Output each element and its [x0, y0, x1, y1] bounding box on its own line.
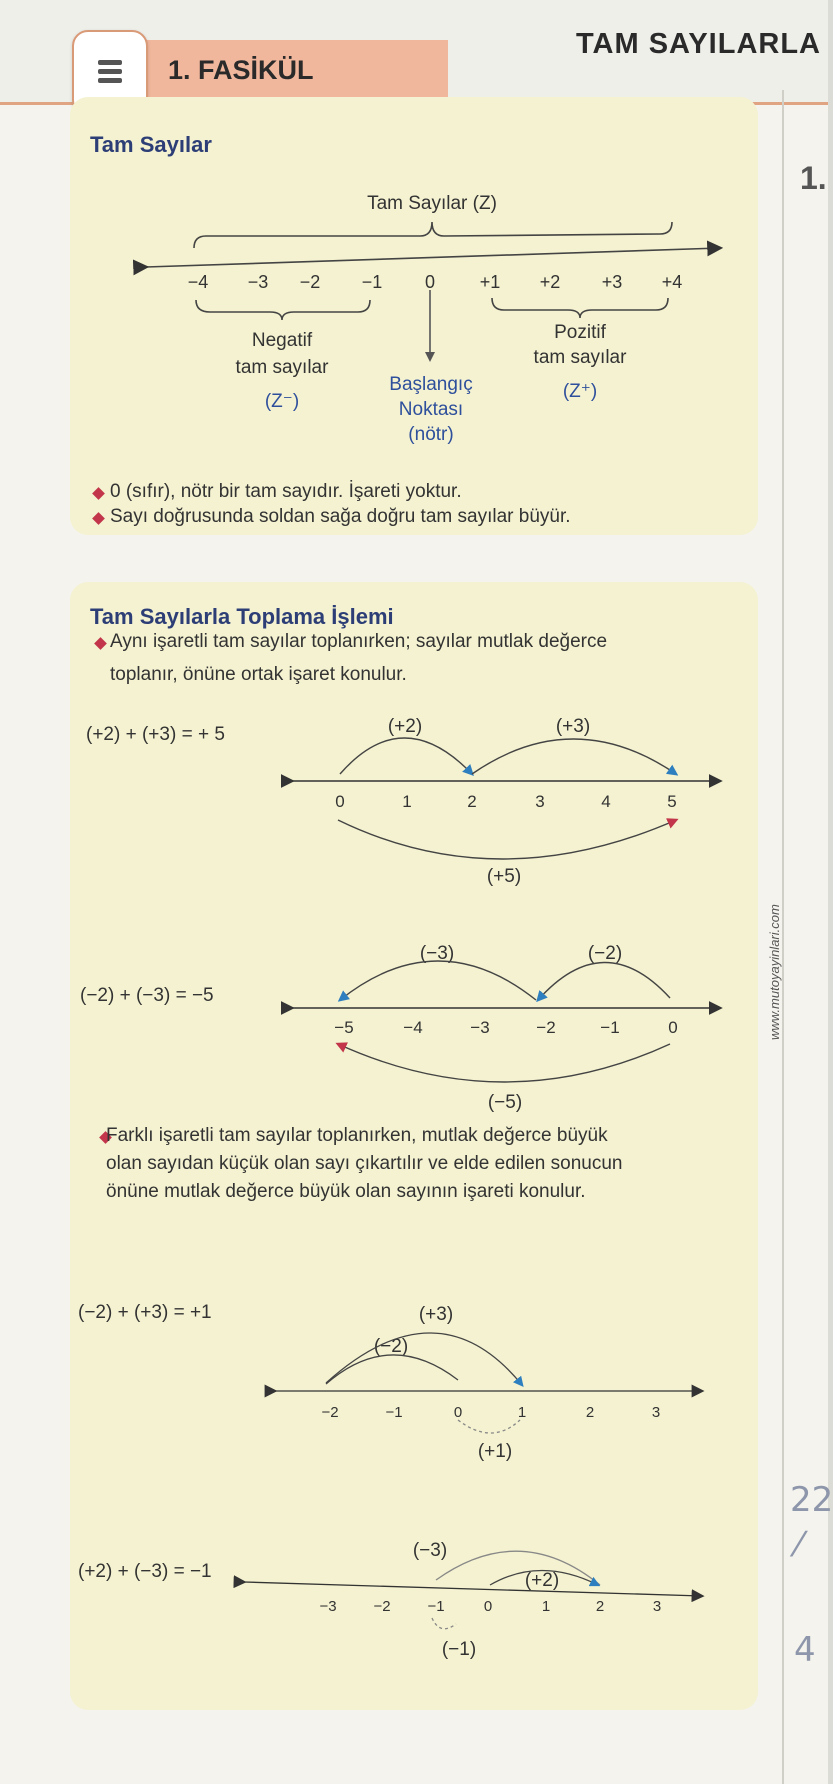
publisher-url: www.mutoyayinlari.com — [767, 904, 782, 1040]
tick-label: 0 — [453, 1404, 463, 1421]
rule2-line1: Farklı işaretli tam sayılar toplanırken, mutlak değerce büyük — [106, 1125, 608, 1146]
bullet-text-2: Sayı doğrusunda soldan sağa doğru tam sayılar büyür. — [110, 506, 571, 527]
negative-label-2: tam sayılar — [235, 357, 329, 378]
negative-symbol: (Z⁻) — [264, 391, 300, 412]
tick-label: 1 — [402, 792, 412, 811]
tick-label: 3 — [651, 1404, 661, 1421]
positive-symbol: (Z⁺) — [562, 381, 598, 402]
tick-label: 1 — [517, 1404, 527, 1421]
tick-label: 0 — [483, 1598, 493, 1615]
tick-label: 1 — [541, 1598, 551, 1615]
tick-label: −1 — [600, 1018, 620, 1037]
tick-label: −3 — [319, 1598, 337, 1615]
tick-label: 2 — [595, 1598, 605, 1615]
rule1-line2: toplanır, önüne ortak işaret konulur. — [110, 664, 407, 685]
tick-label: +1 — [479, 272, 501, 292]
chapter-title: TAM SAYILARLA — [576, 28, 821, 60]
tick-label: +3 — [601, 272, 623, 292]
tick-label: −4 — [187, 272, 209, 292]
origin-label-1: Başlangıç — [389, 374, 473, 395]
tick-label: 5 — [667, 792, 677, 811]
handwriting-mark: 4 — [794, 1630, 816, 1670]
tick-label: −1 — [361, 272, 383, 292]
tick-label: +4 — [661, 272, 683, 292]
tick-label: 2 — [585, 1404, 595, 1421]
tick-label: −3 — [247, 272, 269, 292]
tick-label: −2 — [299, 272, 321, 292]
example4-arc-a: (−3) — [412, 1540, 448, 1561]
tick-label: 3 — [652, 1598, 662, 1615]
example2-equation: (−2) + (−3) = −5 — [80, 985, 214, 1006]
example3-equation: (−2) + (+3) = +1 — [78, 1302, 212, 1323]
tick-label: −1 — [385, 1404, 403, 1421]
example4-equation: (+2) + (−3) = −1 — [78, 1561, 212, 1582]
tick-label: 0 — [424, 272, 436, 292]
tick-label: −2 — [373, 1598, 391, 1615]
tick-label: −2 — [321, 1404, 339, 1421]
origin-label-2: Noktası — [398, 399, 464, 420]
tick-label: 2 — [467, 792, 477, 811]
example1-arc-b: (+3) — [555, 716, 591, 737]
handwriting-22: 22 — [790, 1480, 833, 1520]
tick-label: −4 — [403, 1018, 423, 1037]
example2-number-line — [292, 961, 720, 1082]
positive-label-1: Pozitif — [554, 322, 606, 343]
integer-number-line — [146, 222, 720, 362]
section1-title: Tam Sayılar — [90, 132, 212, 157]
example1-number-line — [292, 738, 720, 859]
positive-label-2: tam sayılar — [533, 347, 627, 368]
tick-label: −2 — [536, 1018, 556, 1037]
example2-arc-a: (−3) — [419, 943, 455, 964]
example3-arc-a: (+3) — [418, 1304, 454, 1325]
example1-equation: (+2) + (+3) = + 5 — [86, 724, 225, 745]
example4-number-line — [244, 1551, 702, 1629]
tick-label: +2 — [539, 272, 561, 292]
rule1-line1: Aynı işaretli tam sayılar toplanırken; sayılar mutlak değerce — [110, 631, 608, 652]
tick-label: 0 — [335, 792, 345, 811]
fascicle-label: 1. FASİKÜL — [168, 55, 314, 85]
bullet-text-1: 0 (sıfır), nötr bir tam sayıdır. İşareti yoktur. — [110, 481, 462, 502]
example2-result: (−5) — [487, 1092, 523, 1113]
rule2-line3: önüne mutlak değerce büyük olan sayının işareti konulur. — [106, 1181, 586, 1202]
tick-label: 4 — [601, 792, 611, 811]
example3-number-line — [275, 1333, 702, 1433]
tick-label: 3 — [535, 792, 545, 811]
tick-label: 0 — [668, 1018, 678, 1037]
example3-result: (+1) — [477, 1441, 513, 1462]
example2-arc-b: (−2) — [587, 943, 623, 964]
tick-label: −3 — [470, 1018, 490, 1037]
handwriting-fraction: ⁄ — [796, 1525, 802, 1565]
tick-label: −5 — [334, 1018, 354, 1037]
number-line-title: Tam Sayılar (Z) — [367, 193, 497, 214]
side-question-number: 1. — [800, 160, 827, 196]
negative-label-1: Negatif — [251, 330, 313, 351]
example1-result: (+5) — [486, 866, 522, 887]
section2-title: Tam Sayılarla Toplama İşlemi — [90, 604, 394, 629]
rule2-line2: olan sayıdan küçük olan sayı çıkartılır ve elde edilen sonucun — [106, 1153, 623, 1174]
example1-arc-a: (+2) — [387, 716, 423, 737]
tick-label: −1 — [427, 1598, 445, 1615]
example4-result: (−1) — [441, 1639, 477, 1660]
example4-arc-b: (+2) — [524, 1570, 560, 1591]
origin-label-3: (nötr) — [408, 424, 454, 445]
example3-arc-b: (−2) — [373, 1336, 409, 1357]
